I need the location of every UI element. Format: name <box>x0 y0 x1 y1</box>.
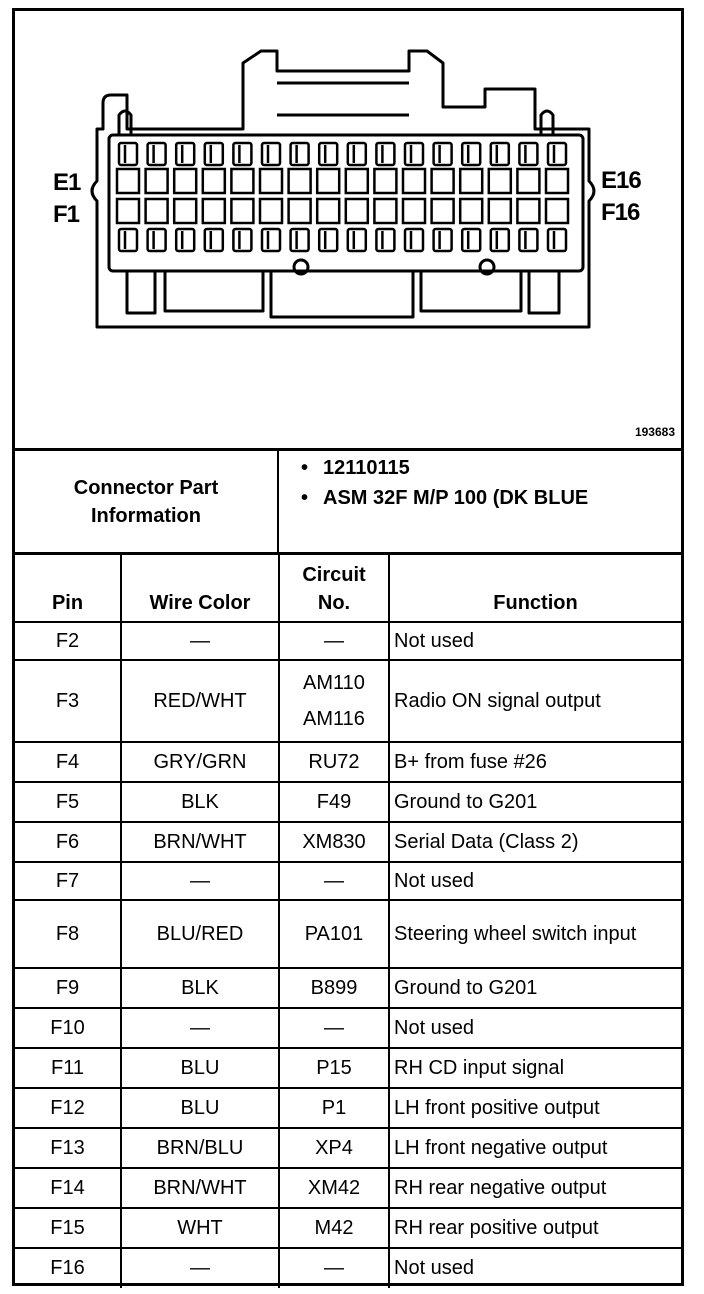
cavity-latch <box>119 143 137 165</box>
cavity-latch <box>462 143 480 165</box>
cavity-latch <box>548 143 566 165</box>
circuit-number: XP4 <box>315 1136 353 1159</box>
cavity-f <box>203 199 225 223</box>
connector-sheet <box>12 8 684 1286</box>
label-e16: E16 <box>601 167 641 194</box>
label-f1: F1 <box>53 201 80 228</box>
cavity-lock <box>491 229 509 251</box>
cavity-e <box>432 169 454 193</box>
cavity-e <box>517 169 539 193</box>
pin-cell: F13 <box>15 1128 121 1168</box>
cavity-lock <box>205 229 223 251</box>
pin-cell: F4 <box>15 742 121 782</box>
function-cell: RH CD input signal <box>389 1048 681 1088</box>
function-cell: RH rear positive output <box>389 1208 681 1248</box>
corner-tab-right <box>541 111 553 135</box>
pin-cell: F7 <box>15 862 121 900</box>
part-info-label-cell <box>15 451 279 552</box>
wire-color-cell: BLU <box>121 1088 279 1128</box>
function-cell: LH front negative output <box>389 1128 681 1168</box>
part-info-list <box>295 453 653 513</box>
table-row <box>15 822 681 862</box>
circuit-number: RU72 <box>308 750 360 773</box>
cavity-lock <box>148 229 166 251</box>
function-cell: Serial Data (Class 2) <box>389 822 681 862</box>
cavity-f <box>289 199 311 223</box>
cavity-lock <box>348 229 366 251</box>
cavity-e <box>231 169 253 193</box>
cavity-f <box>146 199 168 223</box>
function-cell: Not used <box>389 622 681 660</box>
cavity-f <box>432 199 454 223</box>
table-row <box>15 622 681 660</box>
table-row <box>15 900 681 968</box>
table-row <box>15 1088 681 1128</box>
circuit-number: — <box>324 629 344 652</box>
pin-cell: F12 <box>15 1088 121 1128</box>
circuit-cell <box>279 822 389 862</box>
wire-color-cell: — <box>121 862 279 900</box>
circuit-cell <box>279 862 389 900</box>
pin-cell: F16 <box>15 1248 121 1288</box>
pin-table <box>15 552 681 1288</box>
circuit-number: F49 <box>316 790 352 813</box>
wire-color-cell: BRN/WHT <box>121 822 279 862</box>
circuit-number: — <box>324 1257 344 1279</box>
circuit-number: P15 <box>316 1056 352 1079</box>
pin-cell: F5 <box>15 782 121 822</box>
cavity-f <box>460 199 482 223</box>
cavity-latch <box>205 143 223 165</box>
cavity-f <box>517 199 539 223</box>
table-row <box>15 1208 681 1248</box>
wire-color-cell: — <box>121 1008 279 1048</box>
cavity-f <box>231 199 253 223</box>
cavity-lock <box>319 229 337 251</box>
cavity-f <box>174 199 196 223</box>
cavity-lock <box>176 229 194 251</box>
header-wire-color: Wire Color <box>121 554 279 622</box>
cavity-e <box>117 169 139 193</box>
pin-cell: F6 <box>15 822 121 862</box>
pin-cell: F9 <box>15 968 121 1008</box>
connector-drawing <box>15 11 681 447</box>
corner-tab-left <box>119 111 131 135</box>
function-cell: RH rear negative output <box>389 1168 681 1208</box>
function-cell: Ground to G201 <box>389 968 681 1008</box>
part-description: • ASM 32F M/P 100 (DK BLUE <box>295 483 653 513</box>
circuit-number: — <box>324 869 344 892</box>
circuit-cell <box>279 1048 389 1088</box>
wire-color-cell: BLU <box>121 1048 279 1088</box>
cavity-e <box>317 169 339 193</box>
circuit-cell <box>279 1088 389 1128</box>
cavity-lock <box>462 229 480 251</box>
circuit-number: P1 <box>321 1096 347 1119</box>
circuit-number: AM116 <box>303 707 365 730</box>
cavity-latch <box>262 143 280 165</box>
pin-cell: F8 <box>15 900 121 968</box>
wire-color-cell: GRY/GRN <box>121 742 279 782</box>
cavity-latch <box>491 143 509 165</box>
function-cell: Steering wheel switch input <box>389 900 681 968</box>
circuit-cell <box>279 660 389 742</box>
cavity-lock <box>519 229 537 251</box>
table-row <box>15 1128 681 1168</box>
header-function: Function <box>389 554 681 622</box>
pin-cell: F15 <box>15 1208 121 1248</box>
wire-color-cell: RED/WHT <box>121 660 279 742</box>
circuit-cell <box>279 622 389 660</box>
table-row <box>15 742 681 782</box>
cavity-e <box>203 169 225 193</box>
table-header-row <box>15 554 681 622</box>
table-row <box>15 782 681 822</box>
cavity-latch <box>376 143 394 165</box>
function-cell: Ground to G201 <box>389 782 681 822</box>
cavity-lock <box>119 229 137 251</box>
circuit-cell <box>279 900 389 968</box>
figure-id: 193683 <box>634 425 675 439</box>
cavity-f <box>317 199 339 223</box>
table-row <box>15 1048 681 1088</box>
cavity-f <box>489 199 511 223</box>
pin-cell: F14 <box>15 1168 121 1208</box>
label-f16: F16 <box>601 199 640 226</box>
cavity-lock <box>548 229 566 251</box>
cavity-latch <box>148 143 166 165</box>
cavity-lock <box>405 229 423 251</box>
wire-color-cell: BLK <box>121 968 279 1008</box>
circuit-cell <box>279 742 389 782</box>
pin-cell: F2 <box>15 622 121 660</box>
circuit-number: AM110 <box>303 671 365 694</box>
pin-cell: F11 <box>15 1048 121 1088</box>
circuit-number: B899 <box>310 976 358 999</box>
circuit-cell <box>279 1008 389 1048</box>
function-cell: Not used <box>389 1248 681 1288</box>
table-row <box>15 1008 681 1048</box>
pin-cell: F10 <box>15 1008 121 1048</box>
circuit-number: M42 <box>314 1216 354 1239</box>
circuit-cell <box>279 1168 389 1208</box>
cavity-e <box>460 169 482 193</box>
wire-color-cell: — <box>121 1248 279 1288</box>
wire-color-cell: — <box>121 622 279 660</box>
wire-color-cell: BRN/BLU <box>121 1128 279 1168</box>
cavity-lock <box>376 229 394 251</box>
cavity-latch <box>233 143 251 165</box>
circuit-number: XM830 <box>302 830 366 853</box>
circuit-cell <box>279 782 389 822</box>
function-cell: B+ from fuse #26 <box>389 742 681 782</box>
header-circuit-no: Circuit No. <box>279 554 389 622</box>
cavity-e <box>546 169 568 193</box>
circuit-cell <box>279 1248 389 1288</box>
cavity-e <box>260 169 282 193</box>
cavity-f <box>346 199 368 223</box>
cavity-f <box>546 199 568 223</box>
cavity-latch <box>519 143 537 165</box>
cavity-e <box>146 169 168 193</box>
circuit-cell <box>279 1208 389 1248</box>
cavity-latch <box>348 143 366 165</box>
cavity-lock <box>434 229 452 251</box>
circuit-number: — <box>324 1016 344 1039</box>
connector-diagram <box>15 11 681 447</box>
cavity-latch <box>405 143 423 165</box>
table-row <box>15 1248 681 1288</box>
wire-color-cell: BRN/WHT <box>121 1168 279 1208</box>
wire-color-cell: BLU/RED <box>121 900 279 968</box>
function-cell: Radio ON signal output <box>389 660 681 742</box>
cavity-latch <box>434 143 452 165</box>
table-row <box>15 660 681 742</box>
wire-color-cell: WHT <box>121 1208 279 1248</box>
circuit-cell <box>279 1128 389 1168</box>
cavity-e <box>374 169 396 193</box>
table-row <box>15 1168 681 1208</box>
cavity-e <box>346 169 368 193</box>
part-number: • 12110115 <box>295 453 653 483</box>
function-cell: LH front positive output <box>389 1088 681 1128</box>
circuit-number: XM42 <box>307 1176 361 1199</box>
cavity-latch <box>291 143 309 165</box>
cavity-f <box>260 199 282 223</box>
cavity-lock <box>233 229 251 251</box>
cavity-e <box>174 169 196 193</box>
cavity-f <box>374 199 396 223</box>
cavity-latch <box>319 143 337 165</box>
cavity-e <box>403 169 425 193</box>
latch-bar <box>277 83 409 115</box>
function-cell: Not used <box>389 862 681 900</box>
bottom-partition <box>127 271 155 313</box>
circuit-cell <box>279 968 389 1008</box>
cavity-f <box>117 199 139 223</box>
circuit-number: PA101 <box>304 922 364 945</box>
wire-color-cell: BLK <box>121 782 279 822</box>
cavity-latch <box>176 143 194 165</box>
label-e1: E1 <box>53 169 81 196</box>
pin-cell: F3 <box>15 660 121 742</box>
table-row <box>15 968 681 1008</box>
part-info-label: Connector Part Information <box>73 476 219 527</box>
cavity-lock <box>291 229 309 251</box>
table-row <box>15 862 681 900</box>
function-cell: Not used <box>389 1008 681 1048</box>
cavity-e <box>489 169 511 193</box>
cavity-f <box>403 199 425 223</box>
connector-part-info <box>15 448 681 552</box>
cavity-lock <box>262 229 280 251</box>
cavity-e <box>289 169 311 193</box>
header-pin: Pin <box>15 554 121 622</box>
